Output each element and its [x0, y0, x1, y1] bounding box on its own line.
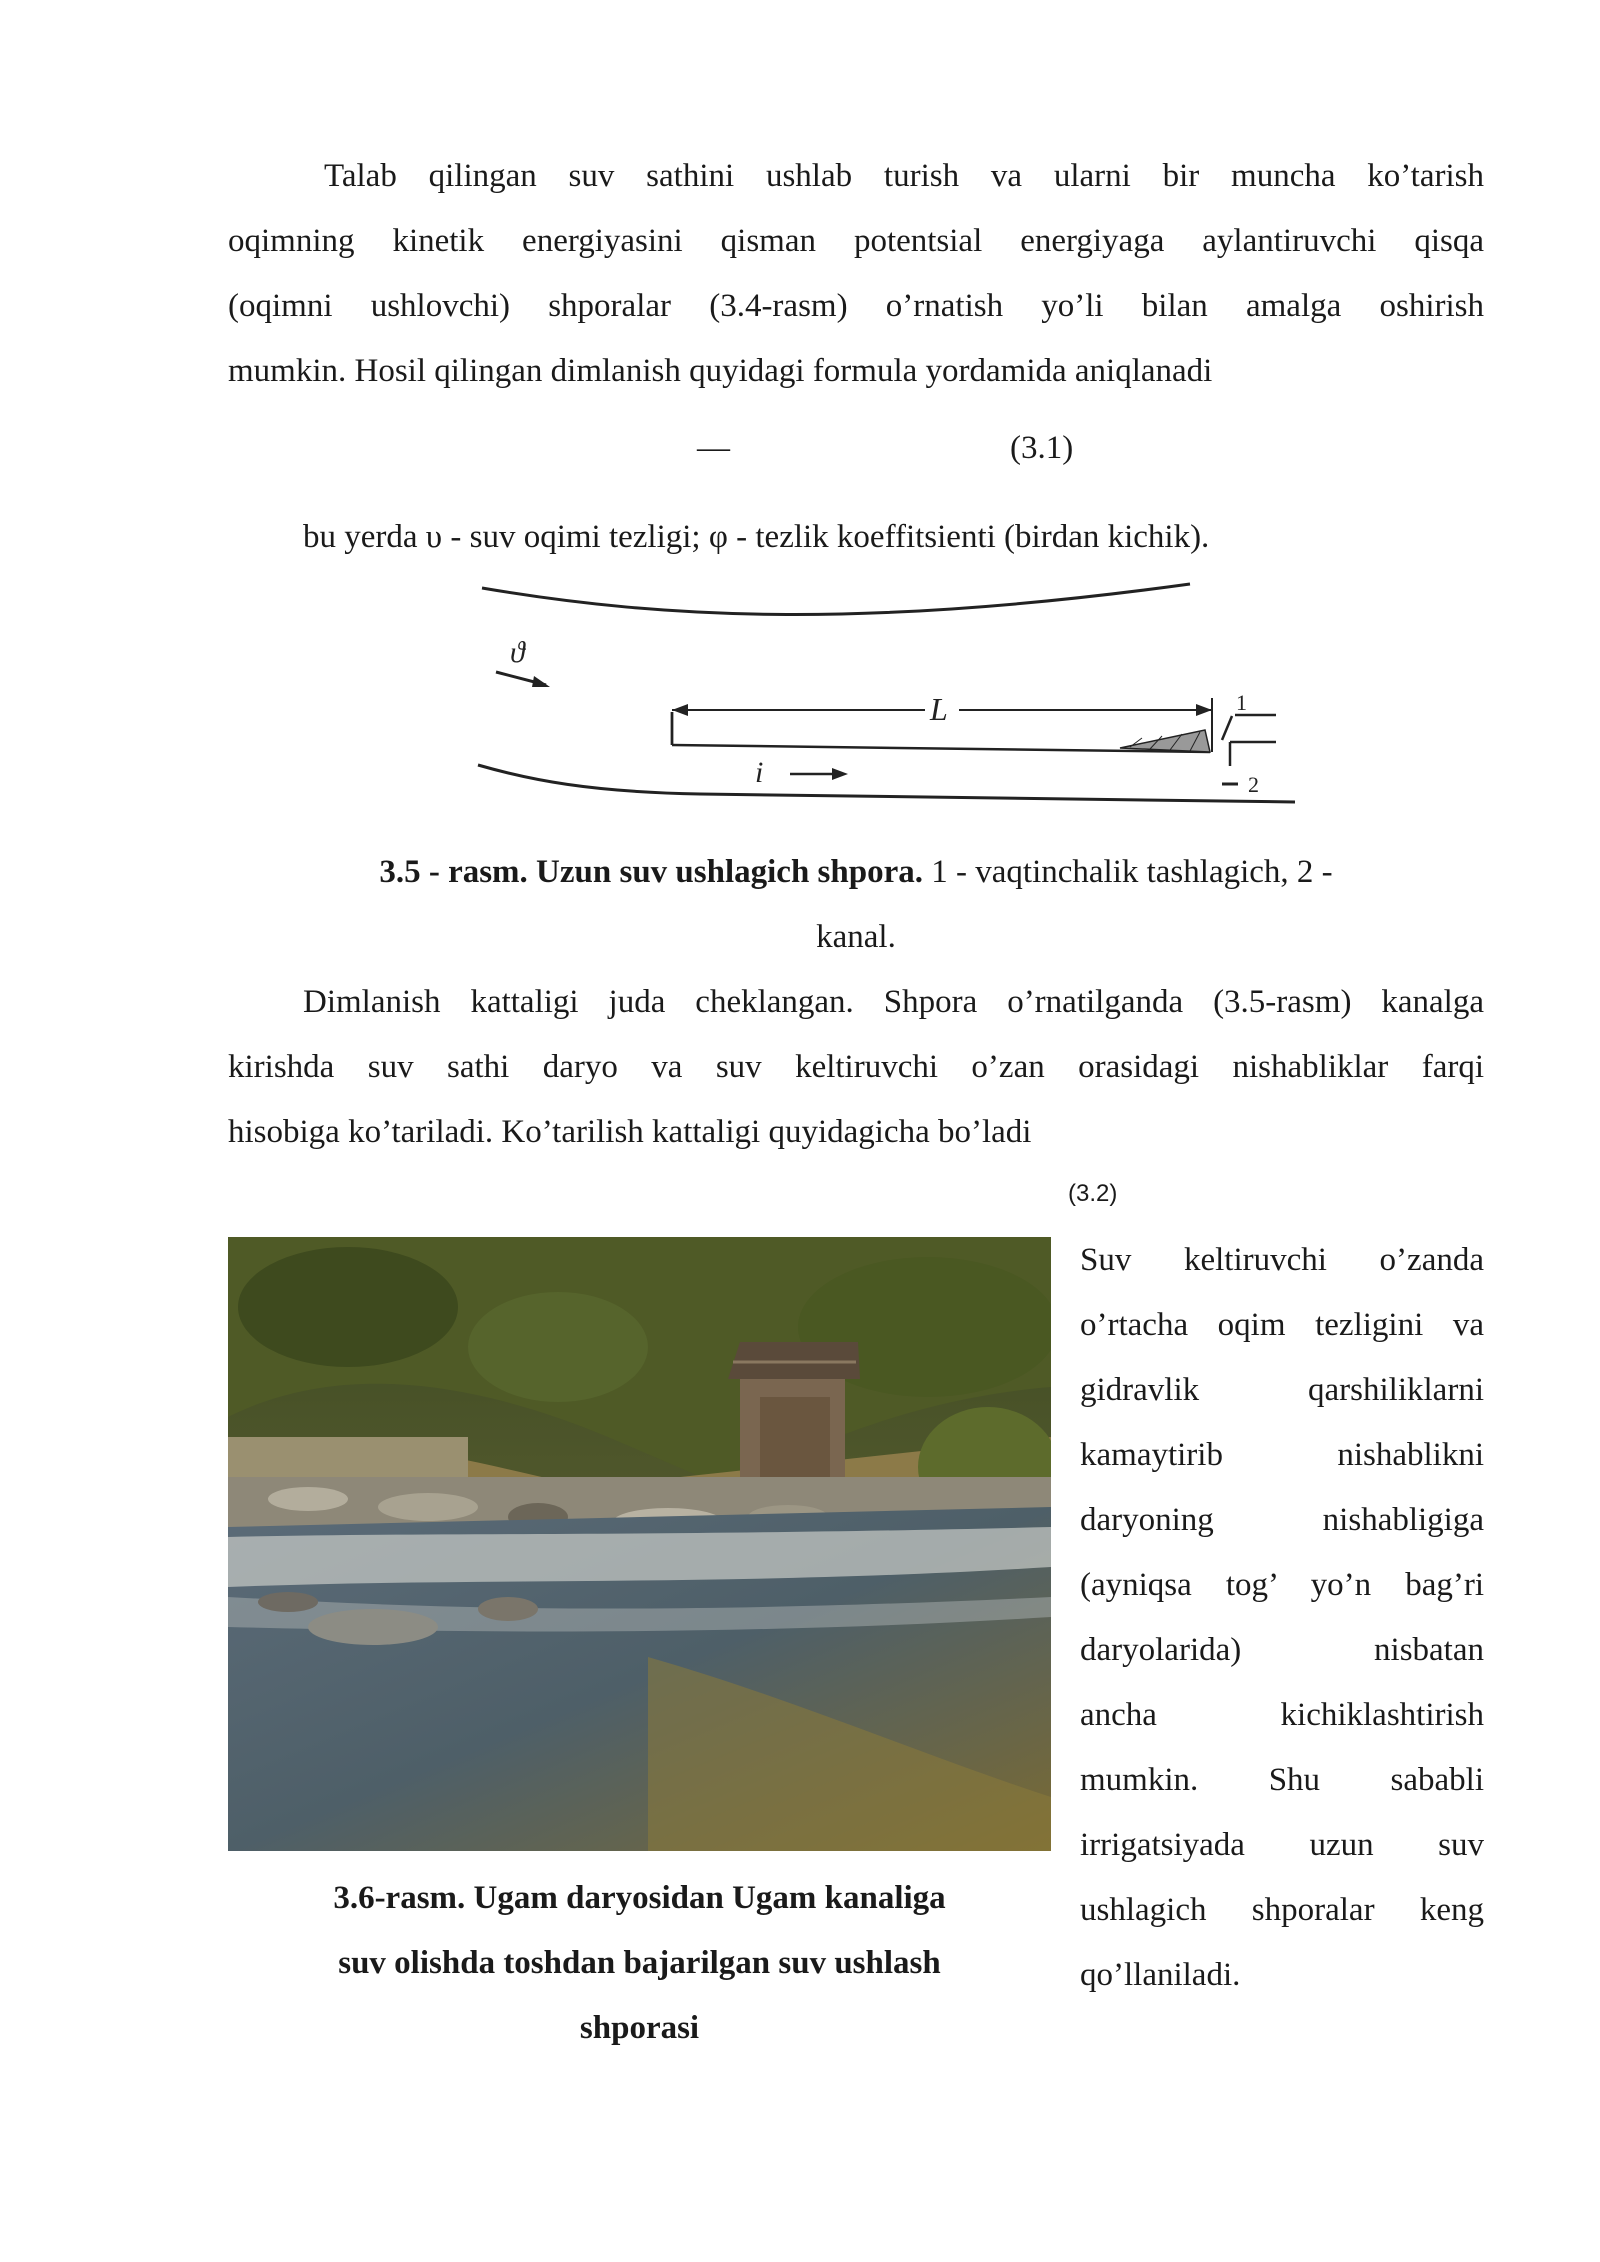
text-line: kamaytirib nishablikni	[1080, 1437, 1484, 1473]
caption-line: 3.6-rasm. Ugam daryosidan Ugam kanaliga	[333, 1880, 946, 1916]
lower-bank-line	[478, 765, 1295, 802]
equation-explanation: bu yerda υ - suv oqimi tezligi; φ - tezlik koeffitsienti (birdan kichik).	[303, 519, 1210, 555]
equation-dash: —	[697, 430, 730, 466]
caption-line: shporasi	[579, 2010, 700, 2046]
second-paragraph	[228, 970, 1484, 1165]
intro-paragraph	[228, 144, 1484, 404]
spur-hatched-end	[1120, 730, 1210, 752]
text-line: irrigatsiyada uzun suv	[1080, 1827, 1484, 1863]
caption-line	[228, 840, 1484, 905]
river-photo	[228, 1237, 1051, 1851]
text-line: hisobiga ko’tariladi. Ko’tarilish kattaligi quyidagicha bo’ladi	[228, 1114, 1032, 1150]
caption-line: suv olishda toshdan bajarilgan suv ushlash	[338, 1945, 941, 1981]
label-2: 2	[1248, 772, 1259, 797]
text-line: o’rtacha oqim tezligini va	[1080, 1307, 1484, 1343]
text-line: oqimning kinetik energiyasini qisman potentsial energiyaga aylantiruvchi qisqa	[228, 223, 1484, 259]
caption-title: 3.5 - rasm. Uzun suv ushlagich shpora.	[379, 854, 924, 890]
text-line: ushlagich shporalar keng	[1080, 1892, 1484, 1928]
upper-bank-line	[482, 584, 1190, 615]
text-line: Dimlanish kattaligi juda cheklangan. Shpora o’rnatilganda (3.5-rasm) kanalga	[303, 984, 1484, 1020]
text-line: daryoning nishabligiga	[1080, 1502, 1484, 1538]
text-line: daryolarida) nisbatan	[1080, 1632, 1484, 1668]
photo-caption	[228, 1866, 1051, 2061]
text-line: gidravlik qarshiliklarni	[1080, 1372, 1484, 1408]
text-line: mumkin. Hosil qilingan dimlanish quyidagi formula yordamida aniqlanadi	[228, 353, 1213, 389]
text-line: qo’llaniladi.	[1080, 1957, 1241, 1993]
text-line: (oqimni ushlovchi) shporalar (3.4-rasm) o’rnatish yo’li bilan amalga oshirish	[228, 288, 1484, 324]
text-line: Talab qilingan suv sathini ushlab turish va ularni bir muncha ko’tarish	[324, 158, 1484, 194]
equation-number: (3.2)	[1068, 1180, 1118, 1207]
label-1: 1	[1236, 690, 1247, 715]
figure-caption	[228, 840, 1484, 970]
caption-line: kanal.	[816, 919, 896, 955]
caption-text: 1 - vaqtinchalik tashlagich, 2 -	[923, 854, 1333, 890]
spillway-gate	[1222, 716, 1232, 740]
slope-label: i	[755, 756, 764, 789]
flow-arrow-head	[532, 676, 550, 687]
text-line: kirishda suv sathi daryo va suv keltiruvchi o’zan orasidagi nishabliklar farqi	[228, 1049, 1484, 1085]
text-line: (ayniqsa tog’ yo’n bag’ri	[1080, 1567, 1484, 1603]
text-line: mumkin. Shu sababli	[1080, 1762, 1484, 1798]
velocity-label: ϑ	[510, 636, 525, 669]
side-paragraph	[1080, 1228, 1484, 2008]
equation-number: (3.1)	[1010, 430, 1074, 466]
spur-diagram	[470, 570, 1310, 820]
length-label: L	[930, 691, 948, 727]
text-line: ancha kichiklashtirish	[1080, 1697, 1484, 1733]
text-line: Suv keltiruvchi o’zanda	[1080, 1242, 1484, 1278]
